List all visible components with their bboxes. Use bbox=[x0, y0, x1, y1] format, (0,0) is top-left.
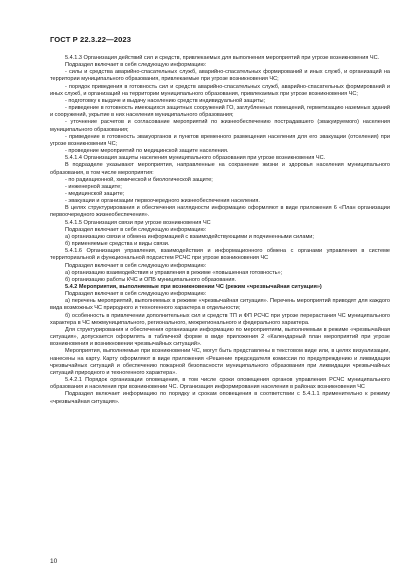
paragraph: - подготовку к выдаче и выдачу населению средств индивидуальной защиты; bbox=[65, 97, 266, 104]
paragraph: а) организацию взаимодействия и управления в режиме «повышенная готовность»; bbox=[65, 269, 283, 276]
paragraph: Подраздел включает в себя следующую информацию: bbox=[65, 226, 207, 233]
paragraph: 5.4.1.3 Организация действий сил и средств, привлекаемых для выполнения мероприятий при угрозе возникновения ЧС. bbox=[65, 55, 380, 61]
document-body bbox=[50, 55, 390, 406]
paragraph: а) организацию связи и обмена информацией с взаимодействующими и подчиненными силами; bbox=[65, 233, 314, 240]
paragraph: - по радиационной, химической и биологической защите; bbox=[65, 176, 213, 183]
document-header: ГОСТ Р 22.3.22—2023 bbox=[50, 35, 132, 44]
paragraph: а) перечень мероприятий, выполняемых в режиме «чрезвычайная ситуация». Перечень мероприятий приводят для каждого вида возможных ЧС природного и техногенного характера в отдельности; bbox=[50, 298, 390, 312]
paragraph: - приведение в готовность имеющихся защитных сооружений ГО, заглубленных помещений, герметизацию наземных зданий и сооружений, укрытие в них населения муниципального образования; bbox=[50, 105, 390, 119]
paragraph: - инженерной защите; bbox=[65, 183, 122, 190]
paragraph: б) особенность в привлечении дополнительных сил и средств ТП и ФП РСЧС при угрозе перерастания ЧС муниципального характера в ЧС межмуниципального, регионального, межрегионального и федерального характера. bbox=[50, 312, 390, 326]
paragraph: 5.4.1.6 Организация управления, взаимодействия и информационного обмена с органами управления в системе территориальной и функциональной подсистем РСЧС при угрозе возникновения ЧС bbox=[50, 248, 390, 262]
paragraph: Для структурирования и обеспечения организации информацию по мероприятиям, выполняемым в режиме «чрезвычайная ситуация», допускается оформлять в табличной форме в виде приложения 2 «Календарный план мероприятий при угрозе возникновения и возникновении чрезвычайных ситуаций». bbox=[50, 326, 390, 348]
paragraph: - порядок приведения в готовность сил и средств аварийно-спасательных служб, аварийно-спасательных формирований и иных служб, и организаций на территории муниципального образования, привлекаемых при угрозе возникновения ЧС; bbox=[50, 83, 390, 97]
paragraph: - приведение в готовность эвакуорганов и пунктов временного размещения населения для его эвакуации (отселения) при угрозе возникновения ЧС; bbox=[50, 133, 390, 147]
paragraph: Мероприятия, выполняемые при возникновении ЧС, могут быть представлены в текстовом виде или, в целях визуализации, нанесены на карту. Карту оформляют в виде приложения «Решение председателя комиссии по предупреждению и ликвидации чрезвычайных ситуаций и обеспечению пожарной безопасности муниципального образования при ликвидации чрезвычайных ситуаций природного и техногенного характера». bbox=[50, 348, 390, 376]
paragraph: 5.4.1.5 Организация связи при угрозе возникновения ЧС bbox=[65, 219, 211, 226]
section-heading: 5.4.2 Мероприятия, выполняемые при возникновении ЧС (режим «чрезвычайная ситуация») bbox=[65, 284, 322, 290]
page-number: 10 bbox=[50, 558, 58, 565]
paragraph: Подраздел включает в себя следующую информацию: bbox=[65, 62, 207, 69]
paragraph: - уточнение расчетов и согласование мероприятий по жизнеобеспечению пострадавшего (эвакуируемого) населения муниципального образования; bbox=[50, 119, 390, 133]
paragraph: - силы и средства аварийно-спасательных служб, аварийно-спасательных формирований и иных служб, и организаций на территории муниципального образования, привлекаемые при угрозе возникновения ЧС; bbox=[50, 69, 390, 83]
paragraph: б) организацию работы КЧС и ОПБ муниципального образования. bbox=[65, 276, 237, 283]
paragraph: В целях структурирования и обеспечения наглядности информацию оформляют в виде приложения 6 «План организации первоочередного жизнеобеспечения». bbox=[50, 205, 390, 219]
paragraph: Подраздел включает информацию по порядку и срокам оповещения в соответствии с 5.4.1.1 применительно к режиму «чрезвычайная ситуация». bbox=[50, 391, 390, 405]
paragraph: Подраздел включает в себя следующую информацию: bbox=[65, 291, 207, 298]
paragraph: - медицинской защите; bbox=[65, 190, 125, 197]
paragraph: - эвакуации и организации первоочередного жизнеобеспечения населения. bbox=[65, 198, 260, 205]
paragraph: - проведение мероприятий по медицинской защите населения. bbox=[65, 148, 229, 155]
paragraph: Подраздел включает в себя следующую информацию: bbox=[65, 262, 207, 269]
paragraph: 5.4.2.1 Порядок организации оповещения, в том числе сроки оповещения органов управления РСЧС муниципального образования и населения при возникновении ЧС. Организация информирования населения в районах возникновения ЧС bbox=[50, 377, 390, 391]
paragraph: В подразделе указывают мероприятия, направленные на сохранение жизни и здоровья населения муниципального образования, в том числе мероприятия: bbox=[50, 162, 390, 176]
paragraph: 5.4.1.4 Организация защиты населения муниципального образования при угрозе возникновения ЧС. bbox=[65, 155, 326, 162]
paragraph: б) применяемые средства и виды связи. bbox=[65, 241, 170, 248]
